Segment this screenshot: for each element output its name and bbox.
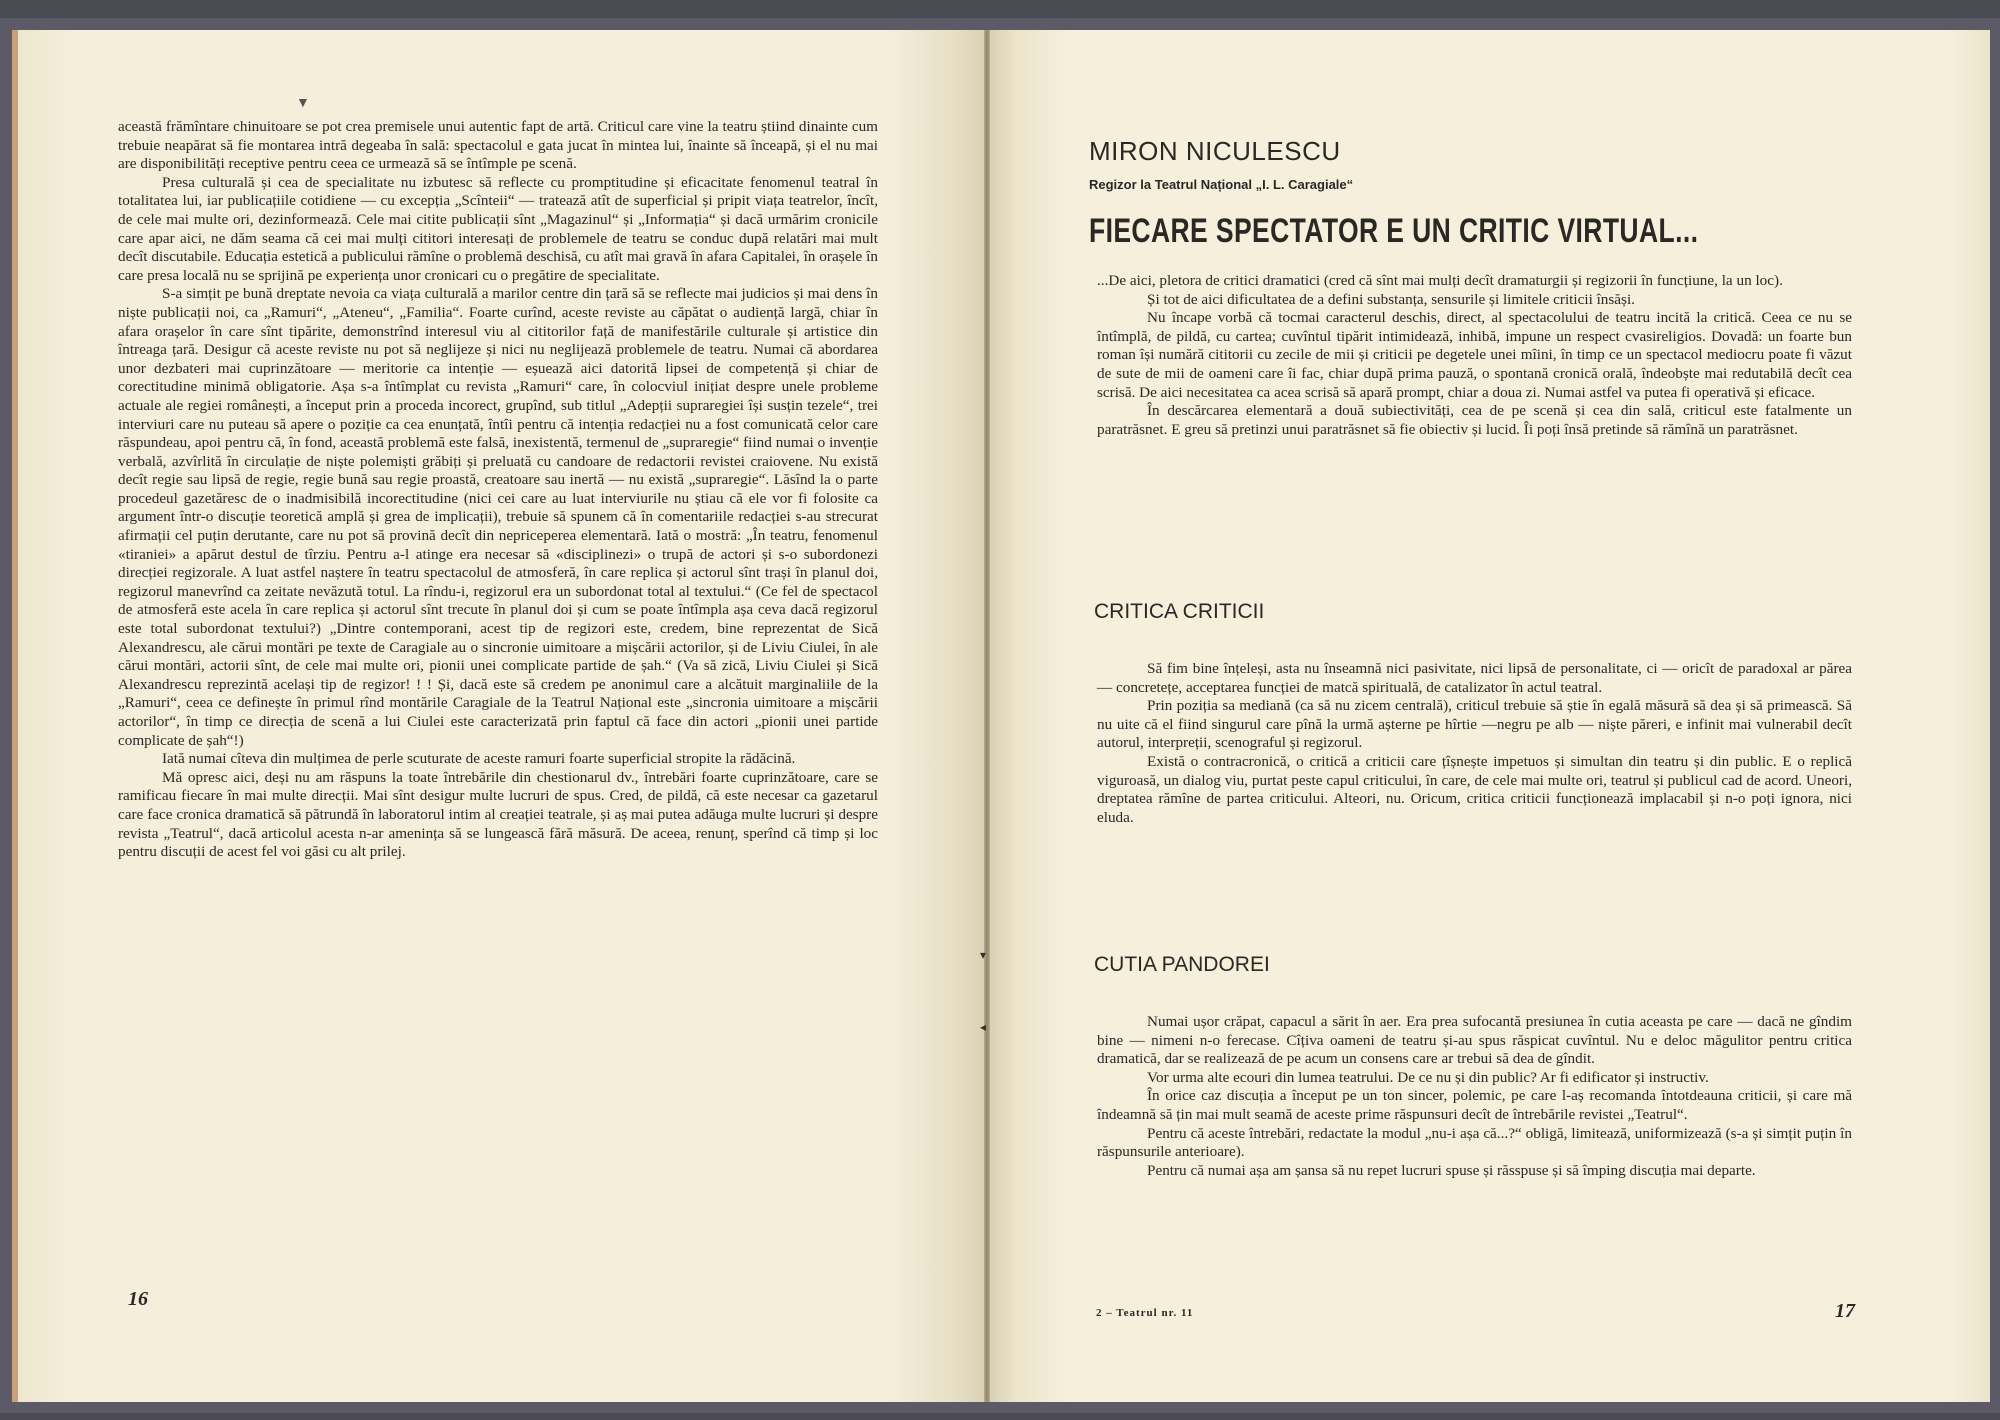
section-body-critica bbox=[1097, 660, 1852, 827]
section-heading-cutia: CUTIA PANDOREI bbox=[1094, 953, 1270, 976]
left-paragraph: Iată numai cîteva din mulțimea de perle scuturate de aceste ramuri foarte superficial stropite la rădăcină. bbox=[162, 750, 796, 768]
author-role: Regizor la Teatrul Național „I. L. Caragiale“ bbox=[1089, 177, 1354, 192]
left-paragraph: această frămîntare chinuitoare se pot crea premisele unui autentic fapt de artă. Criticul care vine la teatru știind dinainte cum trebuie neapărat să fie montarea intră degeaba în sală: spectacolul e gata jucat în mintea lui, înainte să înceapă, și el nu mai are disponibilități receptive pentru ceea ce urmează să se întîmple pe scenă. bbox=[118, 118, 878, 173]
left-paragraph: Mă opresc aici, deși nu am răspuns la toate întrebările din chestionarul dv., întrebări foarte cuprinzătoare, care se ramificau fiecare în mai multe direcții. Mai sînt desigur multe lucruri de spus. Cred, de pildă, că este necesar ca gazetarul care face cronica dramatică să pătrundă în laboratorul intim al creației teatrale, și aș mai putea adăuga multe lucruri și despre revista „Teatrul“, dacă articolul acesta n-ar amenința să se lungească fără măsură. De aceea, renunț, sperînd că timp și loc pentru discuții de acest fel voi găsi cu alt prilej. bbox=[118, 768, 878, 861]
section-paragraph: Numai ușor crăpat, capacul a sărit în aer. Era prea sufocantă presiunea în cutia aceasta pe care — dacă ne gîndim bine — nimeni n-o ferecase. Cîțiva oameni de teatru și-au spus răspicat cuvîntul. Nu e deloc măgulitor pentru critica dramatică, dar se realizează de pe acum un consens care ar trebui să dea de gîndit. bbox=[1097, 1013, 1852, 1068]
intro-paragraph: În descărcarea elementară a două subiectivități, cea de pe scenă și cea din sală, criticul este fatalmente un paratrăsnet. E greu să pretinzi unui paratrăsnet să fie obiectiv și lucid. Îi poți însă pretinde să rămînă un paratrăsnet. bbox=[1097, 402, 1852, 438]
left-page-body bbox=[118, 118, 878, 862]
page-footer: 2 – Teatrul nr. 11 bbox=[1096, 1307, 1194, 1319]
margin-mark-icon: ◂ bbox=[980, 1020, 987, 1034]
section-paragraph: Pentru că numai așa am șansa să nu repet lucruri spuse și răsspuse și să împing discuția mai departe. bbox=[1147, 1161, 1756, 1179]
section-paragraph: Să fim bine înțeleși, asta nu înseamnă nici pasivitate, nici lipsă de personalitate, ci — oricît de paradoxal ar părea — concretețe, acceptarea funcției de matcă spirituală, de catalizator în actul teatral. bbox=[1097, 660, 1852, 696]
page-number-left: 16 bbox=[128, 1288, 148, 1310]
margin-mark-icon: ▾ bbox=[980, 948, 987, 962]
article-author: MIRON NICULESCU bbox=[1089, 136, 1341, 166]
section-paragraph: În orice caz discuția a început pe un ton sincer, polemic, pe care l-aș recomanda întotdeauna criticii, și care mă îndeamnă să țin mai mult seamă de aceste prime răspunsuri decît de întrebările revistei „Teatrul“. bbox=[1097, 1087, 1852, 1123]
article-title: FIECARE SPECTATOR E UN CRITIC VIRTUAL... bbox=[1089, 212, 1699, 250]
book-gutter bbox=[984, 30, 990, 1402]
intro-paragraph: ...De aici, pletora de critici dramatici (cred că sînt mai mulți decît dramaturgii și regizorii în funcțiune, la un loc). bbox=[1097, 272, 1783, 289]
page-number-right: 17 bbox=[1835, 1300, 1855, 1322]
section-paragraph: Vor urma alte ecouri din lumea teatrului. De ce nu și din public? Ar fi edificator și instructiv. bbox=[1147, 1068, 1709, 1086]
section-paragraph: Există o contracronică, o critică a criticii care țîșnește impetuos și simultan din teatru și din public. E o replică viguroasă, un dialog viu, purtat peste capul criticului, în care, de cele mai multe ori, teatrul și publicul cad de acord. Uneori, dreptatea rămîne de partea criticului. Alteori, nu. Oricum, critica criticii funcționează implacabil și n-o poți ignora, nici eluda. bbox=[1097, 752, 1852, 826]
section-paragraph: Prin poziția sa mediană (ca să nu zicem centrală), criticul trebuie să știe în egală măsură să dea și să primească. Să nu uite că el fiind singurul care pînă la urmă așterne pe hîrtie —negru pe alb — niște păreri, e infinit mai vulnerabil decît autorul, interpreții, scenograful și regizorul. bbox=[1097, 697, 1852, 752]
section-paragraph: Pentru că aceste întrebări, redactate la modul „nu-i așa că...?“ obligă, limitează, uniformizează (s-a și simțit puțin în răspunsurile anterioare). bbox=[1097, 1124, 1852, 1161]
left-paragraph: Presa culturală și cea de specialitate nu izbutesc să reflecte cu promptitudine și eficacitate fenomenul teatral în totalitatea lui, iar publicațiile cotidiene — cu excepția „Scînteii“ — tratează atît de superficial și pripit viața teatrelor, încît, de cele mai multe ori, dezinformează. Cele mai citite publicații sînt „Magazinul“ și „Informația“ și dacă urmărim cronicile care apar aici, ne dăm seama că cei mai mulți cititori interesați de problemele de teatru se conduc după relatări mai mult decît discutabile. Educația estetică a publicului rămîne o problemă deschisă, cu atît mai gravă în afara Capitalei, în orașele în care presa locală nu se sprijină pe experiența unor cronicari cu o pregătire de specialitate. bbox=[118, 173, 878, 284]
intro-paragraph: Nu încape vorbă că tocmai caracterul deschis, direct, al spectacolului de teatru incită la critică. Ceea ce nu se întîmplă, de pildă, cu cartea; cuvîntul tipărit intimidează, inhibă, impune un respect cvasireligios. Dovadă: un foarte bun roman își numără cititorii cu zecile de mii și criticii pe degetele unei mîini, în timp ce un spectacol mediocru poate fi văzut de sute de mii de oameni care îi fac, chiar după prima pauză, o spontană cronică orală, îndeobște mai redutabilă decît cea scrisă. De aici necesitatea ca acea scrisă să apară prompt, chiar a doua zi. Numai astfel va putea fi operativă și eficace. bbox=[1097, 309, 1852, 401]
ink-mark-icon: ▼ bbox=[296, 96, 310, 111]
left-paragraph: S-a simțit pe bună dreptate nevoia ca viața culturală a marilor centre din țară să se reflecte mai judicios și mai dens în niște publicații noi, ca „Ramuri“, „Ateneu“, „Familia“. Foarte curînd, aceste reviste au căpătat o audiență largă, chiar în afara orașelor în care sînt tipărite, demonstrînd interesul viu al cititorilor față de manifestările culturale și artistice din întreaga țară. Desigur că aceste reviste nu pot să neglijeze și nici nu neglijează problemele de teatru. Numai că abordarea unor dezbateri mai cuprinzătoare — meritorie ca intenție — eșuează aici datorită lipsei de competență și chiar de corectitudine minimă obligatorie. Așa s-a întîmplat cu revista „Ramuri“ care, în colocviul inițiat despre unele probleme actuale ale regiei românești, a început prin a proceda incorect, grupînd, sub titlul „Adepții supraregiei își susțin tezele“, trei interviuri care nu puteau să apere o poziție ca cea enunțată, întîi pentru că intenția redacției nu a fost comunicată celor care răspundeau, apoi pentru că, în fond, această problemă este falsă, inexistentă, termenul de „supraregie“ fiind numai o invenție verbală, azvîrlită în circulație de niște polemiști grăbiți și preluată cu candoare de redactorii revistei craiovene. Nu există decît regie sau lipsă de regie, regie bună sau regie proastă, creatoare sau inertă — nu există „supraregie“. Lăsînd la o parte procedeul gazetăresc de o inadmisibilă incorectitudine (nici cei care au luat interviurile nu știau că ele vor fi folosite ca argument într-o discuție teoretică amplă și grea de implicații), trebuie să spunem că în comentariile redacției s-au strecurat afirmații cel puțin derutante, care nu pot să provină decît din nepriceperea elementară. Iată o mostră: „În teatru, fenomenul «tiraniei» a apărut destul de tîrziu. Pentru a-l atinge era necesar să «disciplinezi» o trupă de actori și s-o subordonezi direcției regizorale. A luat astfel naștere în teatru spectacolul de atmosferă, în care replica și actorul sînt trași în planul doi, regizorul manevrînd ca zeitate nevăzută totul. La rîndu-i, regizorul era un subordonat total al textului.“ (Ce fel de spectacol de atmosferă este acela în care replica și actorul sînt trecute în planul doi și cum se poate întîmpla așa ceva dacă regizorul este total subordonat textului?) „Dintre contemporani, acest tip de regizori este, credem, bine reprezentat de Sică Alexandrescu, ale cărui montări pe texte de Caragiale au o sincronie uimitoare a mișcării actorilor, și de Liviu Ciulei, în ale cărui montări, actorii sînt, de cele mai multe ori, pionii unei complicate partide de șah.“ (Va să zică, Liviu Ciulei și Sică Alexandrescu reprezintă același tip de regizor! ! ! Și, dacă este să credem pe anonimul care a alcătuit marginaliile de la „Ramuri“, ceea ce definește în primul rînd montările Caragiale de la Teatrul Național este „sincronia uimitoare a mișcării actorilor“, în timp ce direcția de scenă a lui Ciulei este caracterizată prin faptul că face din actori „pionii unei partide complicate de șah“!) bbox=[118, 285, 878, 749]
section-heading-critica: CRITICA CRITICII bbox=[1094, 600, 1265, 623]
intro-paragraph: Și tot de aici dificultatea de a defini substanța, sensurile și limitele criticii însăși. bbox=[1147, 290, 1635, 308]
section-body-cutia bbox=[1097, 1013, 1852, 1180]
article-intro bbox=[1097, 272, 1852, 439]
